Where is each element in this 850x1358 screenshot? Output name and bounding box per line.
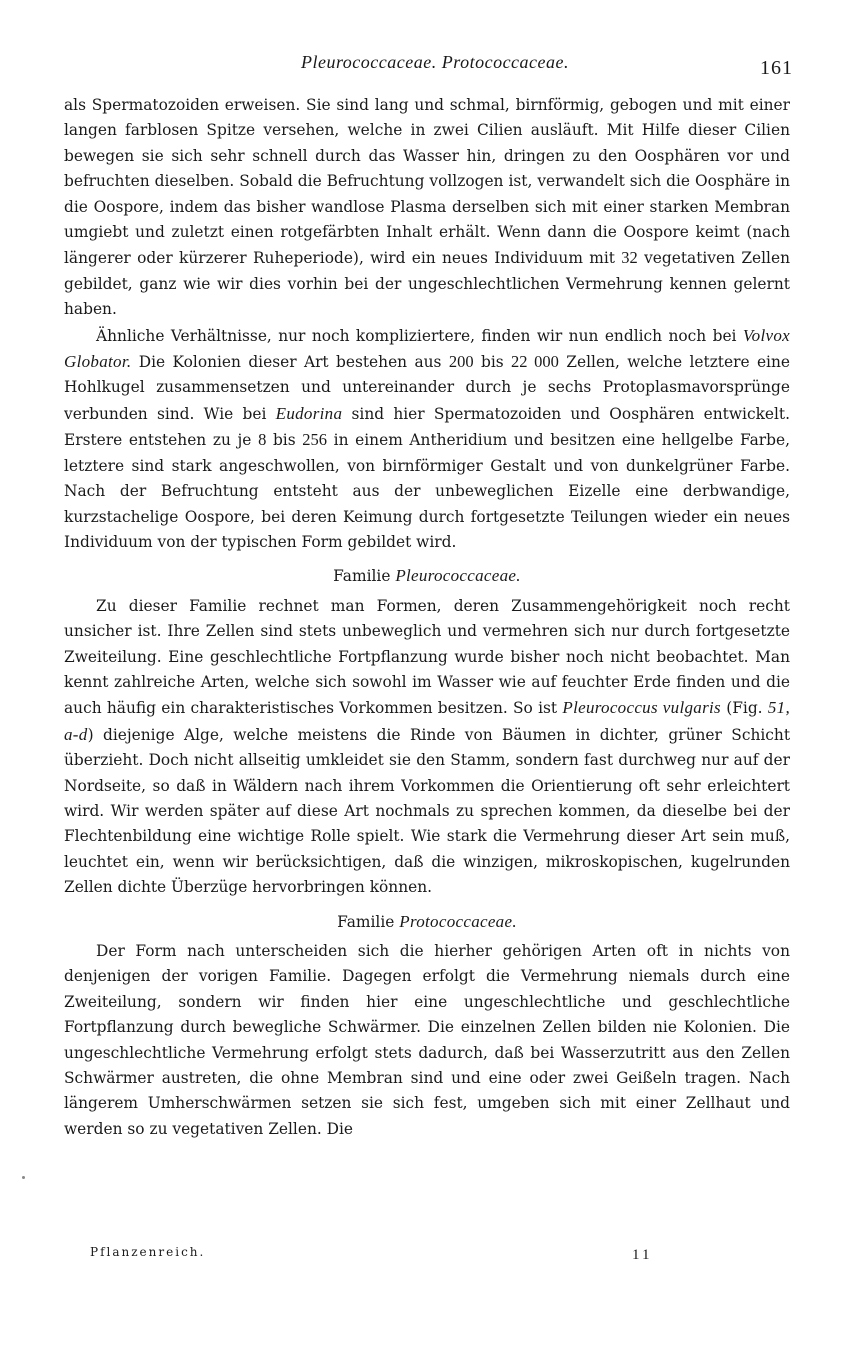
running-title: Pleurococcaceae. Protococcaceae. [300, 52, 570, 72]
paragraph-1: als Spermatozoiden erweisen. Sie sind lang und schmal, birnförmig, gebogen und mit einer langen farblosen Spitze versehen, welche in zwei Cilien ausläuft. Mit Hilfe dieser Cilien bewegen sie sich sehr schnell durch das Wasser hin, dringen zu den Oosphären vor und befruchten dieselben. Sobald die Befruchtung vollzogen ist, verwandelt sich die Oosphäre in die Oospore, indem das bisher wandlose Plasma derselben sich mit einer starken Membran umgiebt und zuletzt einen rotgefärbten Inhalt erhält. Wenn dann die Oospore keimt (nach längerer oder kürzerer Ruheperiode), wird ein neues Individuum mit 32 vegetativen Zellen gebildet, ganz wie wir dies vorhin bei der ungeschlechtlichen Vermehrung kennen gelernt haben. [64, 96, 791, 319]
body-text [64, 93, 790, 1142]
paper-speck [22, 1176, 25, 1179]
page-number: 161 [760, 57, 793, 79]
paragraph-3: Zu dieser Familie rechnet man Formen, deren Zusammengehörigkeit noch recht unsicher ist. Ihre Zellen sind stets unbeweglich und vermehren sich nur durch fortgesetzte Zweiteilung. Eine geschlechtliche Fortpflanzung wurde bisher noch nicht beobachtet. Man kennt zahlreiche Arten, welche sich sowohl im Wasser wie auf feuchter Erde finden und die auch häufig ein charakteristisches Vorkommen besitzen. So ist Pleurococcus vulgaris (Fig. 51, a-d) diejenige Alge, welche meistens die Rinde von Bäumen in dichter, grüner Schicht überzieht. Doch nicht allseitig umkleidet sie den Stamm, sondern fast durchweg nur auf der Nordseite, so daß in Wäldern nach ihrem Vorkommen die Orientierung oft sehr erleichtert wird. Wir werden später auf diese Art nochmals zu sprechen kommen, da dieselbe bei der Flechtenbildung eine wichtige Rolle spielt. Wie stark die Vermehrung dieser Art sein muß, leuchtet ein, wenn wir berücksichtigen, daß die winzigen, mikroskopischen, kugelrunden Zellen dichte Überzüge hervorbringen können. [64, 596, 790, 897]
page-footer [0, 1245, 850, 1275]
running-head [0, 52, 850, 82]
printer-signature: Pflanzenreich. [90, 1245, 206, 1259]
section-heading-pleurococcaceae: Familie Pleurococcaceae. [333, 566, 521, 586]
section-heading-protococcaceae: Familie Protococcaceae. [337, 911, 517, 931]
paragraph-4: Der Form nach unterscheiden sich die hierher gehörigen Arten oft in nichts von denjenigen der vorigen Familie. Dagegen erfolgt die Vermehrung niemals durch eine Zweiteilung, sondern wir finden hier eine ungeschlechtliche und geschlechtliche Fortpflanzung durch bewegliche Schwärmer. Die einzelnen Zellen bilden nie Kolonien. Die ungeschlechtliche Vermehrung erfolgt stets dadurch, daß bei Wasserzutritt aus den Zellen Schwärmer austreten, die ohne Membran sind und eine oder zwei Geißeln tragen. Nach längerem Umherschwärmen setzen sie sich fest, umgeben sich mit einer Zellhaut und werden so zu vegetativen Zellen. Die [64, 942, 790, 1138]
paragraph-2: Ähnliche Verhältnisse, nur noch kompliziertere, finden wir nun endlich noch bei Volvox Globator. Die Kolonien dieser Art bestehen aus 200 bis 22 000 Zellen, welche letztere eine Hohlkugel zusammensetzen und untereinander durch je sechs Protoplasmavorsprünge verbunden sind. Wie bei Eudorina sind hier Spermatozoiden und Oosphären entwickelt. Erstere entstehen zu je 8 bis 256 in einem Antheridium und besitzen eine hellgelbe Farbe, letztere sind stark angeschwollen, von birnförmiger Gestalt und von dunkelgrüner Farbe. Nach der Befruchtung entsteht aus der unbeweglichen Eizelle eine derbwandige, kurzstachelige Oospore, bei deren Keimung durch fortgesetzte Teilungen wieder ein neues Individuum von der typischen Form gebildet wird. [64, 325, 791, 551]
sheet-number: 11 [632, 1247, 653, 1263]
